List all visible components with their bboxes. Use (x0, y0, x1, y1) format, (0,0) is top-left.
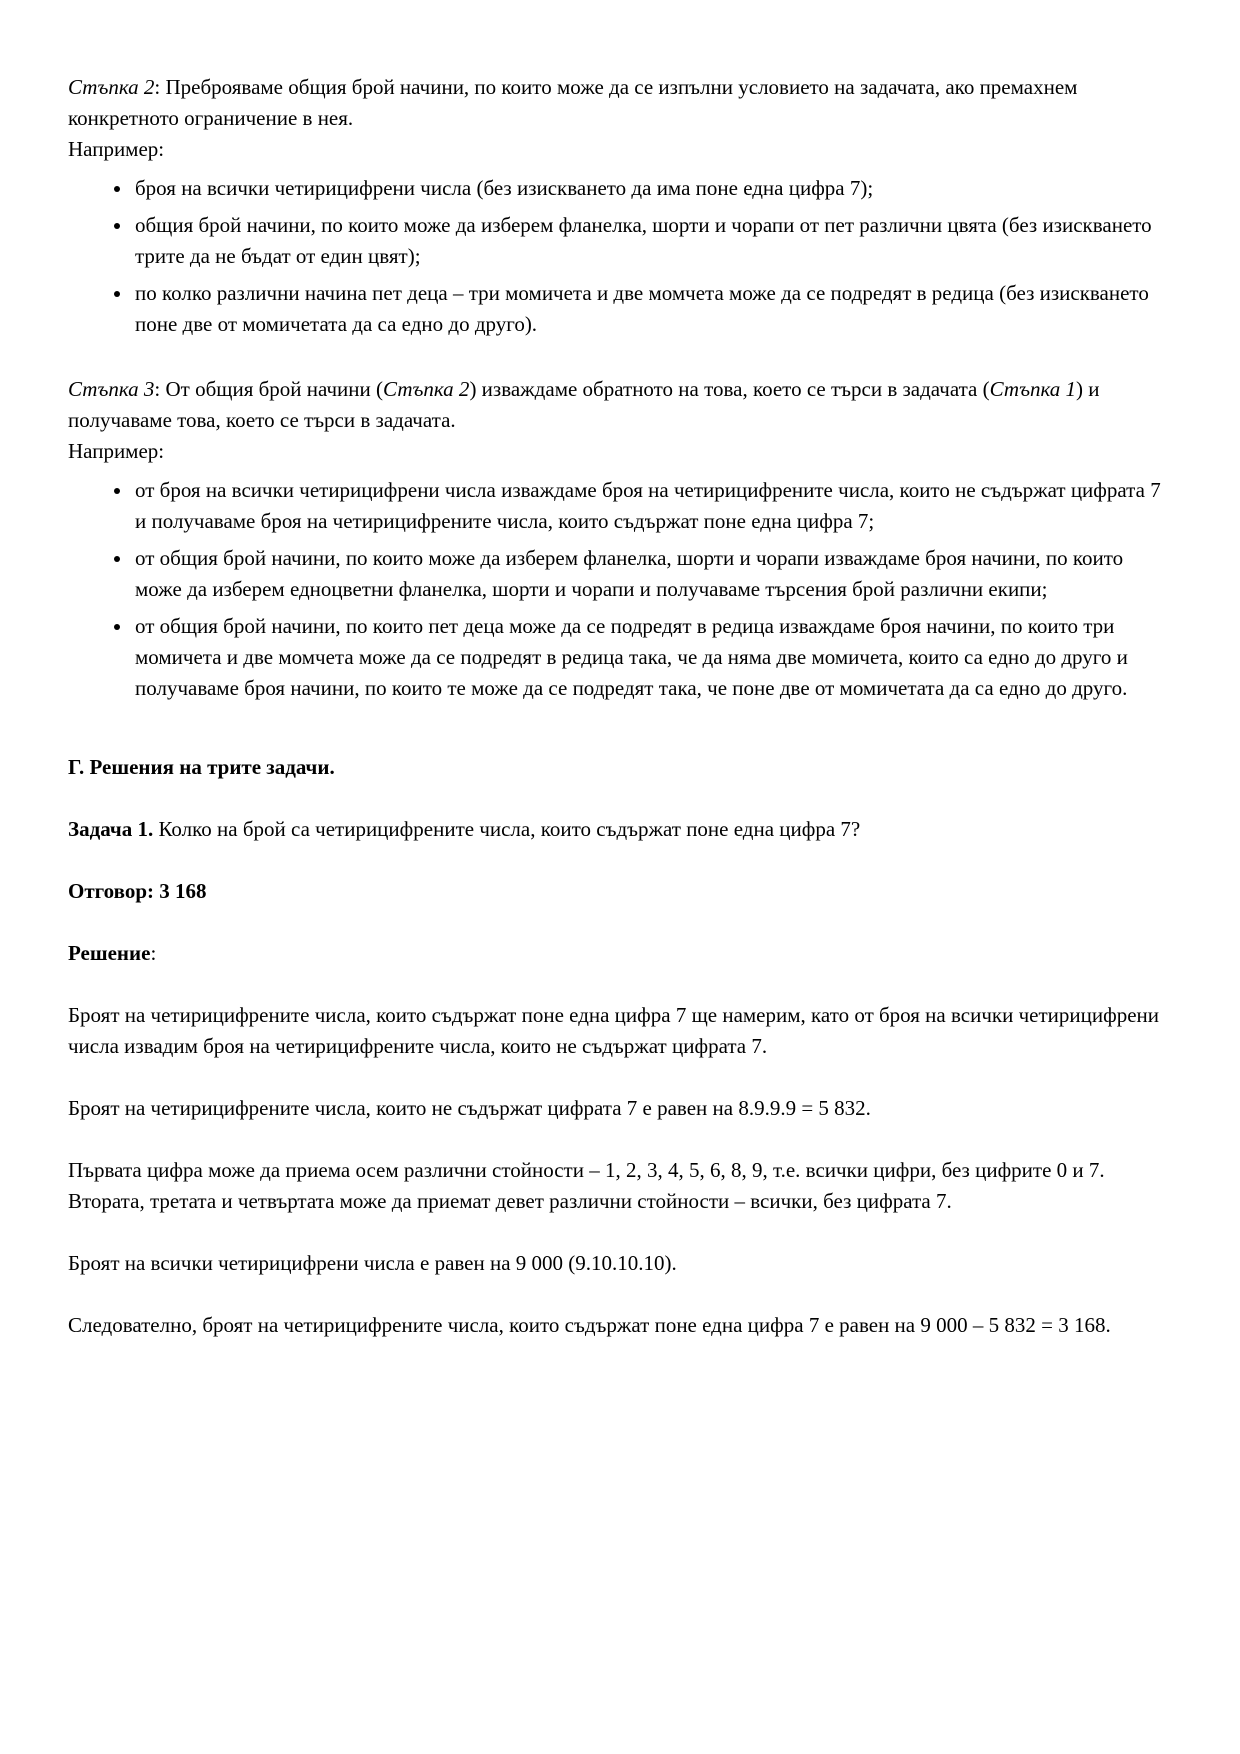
step3-example-label: Например: (68, 439, 165, 463)
step3-text: : От общия брой начини ( (154, 377, 384, 401)
task1-solution-heading (68, 938, 1172, 969)
step2-bullet-list (68, 173, 1172, 340)
list-item: • от броя на всички четирицифрени числа изваждаме броя на четирицифрените числа, които не съдържат цифрата 7 и получаваме броя на четирицифрените числа, които съдържат поне една цифра 7; (133, 475, 1172, 537)
task1-answer: Отговор: 3 168 (68, 879, 207, 903)
list-item: • броя на всички четирицифрени числа (без изискването да има поне една цифра 7); (133, 173, 1172, 204)
step3-label: Стъпка 3 (68, 377, 155, 401)
solutions-section-heading: Г. Решения на трите задачи. (68, 755, 335, 779)
solution-paragraph: Следователно, броят на четирицифрените числа, които съдържат поне една цифра 7 е равен на 9 000 – 5 832 = 3 168. (68, 1313, 1111, 1337)
step3-bullet-list (68, 475, 1172, 704)
step2-example-label: Например: (68, 137, 165, 161)
list-item: • по колко различни начина пет деца – три момичета и две момчета може да се подредят в редица (без изискването поне две от момичетата да са едно до друго). (133, 278, 1172, 340)
step2-text: : Преброяваме общия брой начини, по които може да се изпълни условието на задачата, ако премахнем конкретното ограничение в нея. (68, 75, 1078, 130)
solution-paragraph: Броят на четирицифрените числа, които не съдържат цифрата 7 е равен на 8.9.9.9 = 5 832. (68, 1096, 871, 1120)
list-item: • от общия брой начини, по които пет деца може да се подредят в редица изваждаме броя начини, по които три момичета и две момчета може да се подредят в редица така, че да няма две момичета, които са едно до друго и получаваме броя начини, по които те може да се подредят така, че поне две от момичетата да са едно до друго. (133, 611, 1172, 704)
task1-question: Колко на брой са четирицифрените числа, които съдържат поне една цифра 7? (153, 817, 861, 841)
solution-paragraph: Първата цифра може да приема осем различни стойности – 1, 2, 3, 4, 5, 6, 8, 9, т.е. всички цифри, без цифрите 0 и 7. Втората, третата и четвъртата може да приемат девет различни стойности – всички, без цифрата 7. (68, 1158, 1105, 1213)
step2-paragraph (68, 72, 1172, 134)
solution-colon: : (150, 941, 157, 965)
step3-paragraph (68, 374, 1172, 436)
step3-text: ) изваждаме обратното на това, което се търси в задачата ( (469, 377, 990, 401)
step3-text: ) и получаваме това, което се търси в задачата. (68, 377, 1100, 432)
step3-ref-step1: Стъпка 1 (989, 377, 1077, 401)
task1-statement (68, 814, 1172, 845)
task1-label: Задача 1. (68, 817, 154, 841)
solution-label: Решение (68, 941, 151, 965)
solution-paragraph: Броят на четирицифрените числа, които съдържат поне една цифра 7 ще намерим, като от броя на всички четирицифрени числа извадим броя на четирицифрените числа, които не съдържат цифрата 7. (68, 1003, 1160, 1058)
solution-paragraph: Броят на всички четирицифрени числа е равен на 9 000 (9.10.10.10). (68, 1251, 677, 1275)
list-item: • общия брой начини, по които може да изберем фланелка, шорти и чорапи от пет различни цвята (без изискването трите да не бъдат от един цвят); (133, 210, 1172, 272)
step3-ref-step2: Стъпка 2 (383, 377, 470, 401)
list-item: • от общия брой начини, по които може да изберем фланелка, шорти и чорапи изваждаме броя начини, по които може да изберем едноцветни фланелка, шорти и чорапи и получаваме търсения брой различни екипи; (133, 543, 1172, 605)
step2-label: Стъпка 2 (68, 75, 155, 99)
